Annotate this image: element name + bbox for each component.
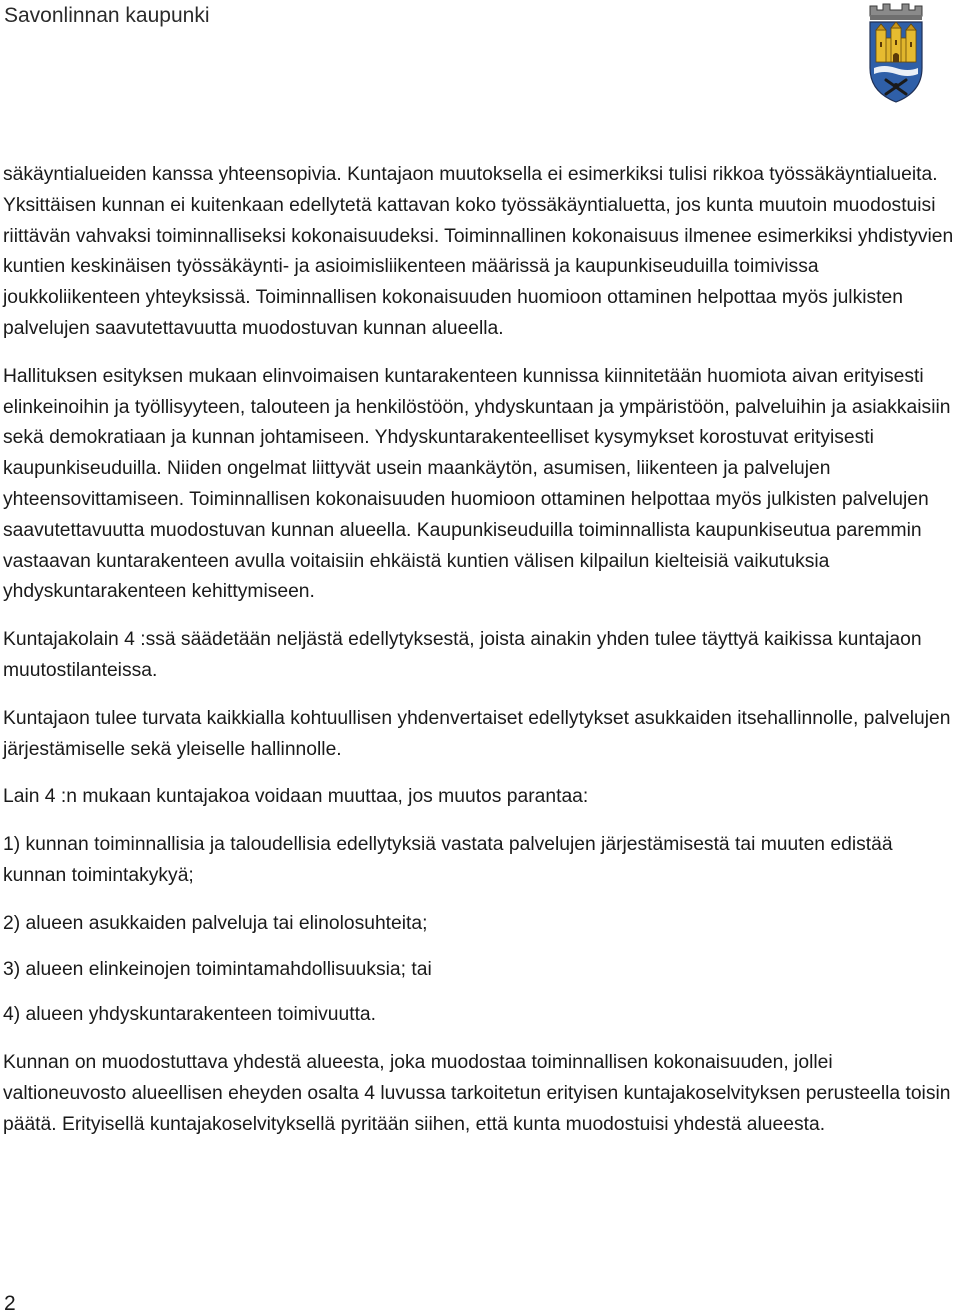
list-item: 4) alueen yhdyskuntarakenteen toimivuutta. — [3, 1004, 376, 1026]
list-item: 3) alueen elinkeinojen toimintamahdollisuuksia; tai — [3, 958, 432, 980]
body-paragraph: Kuntajaon tulee turvata kaikkialla kohtuullisen yhdenvertaiset edellytykset asukkaiden itsehallinnolle, palvelujen järjestämiselle sekä yleiselle hallinnolle. — [3, 707, 951, 760]
list-item: 1) kunnan toiminnallisia ja taloudellisia edellytyksiä vastata palvelujen järjestämisestä tai muuten edistää kunnan toimintakykyä; — [3, 834, 893, 886]
body-paragraph: Kunnan on muodostuttava yhdestä alueesta, joka muodostaa toiminnallisen kokonaisuuden, jollei valtioneuvosto alueellisen eheyden osalta 4 luvussa tarkoitetun erityisen kuntajakoselvityksen perusteella toisin päätä. Erityisellä kuntajakoselvityksellä pyritään siihen, että kunta muodostuisi yhdestä alueesta. — [3, 1052, 951, 1135]
list-item: 2) alueen asukkaiden palveluja tai elinolosuhteita; — [3, 912, 428, 934]
coat-of-arms-icon — [864, 2, 928, 104]
body-paragraph: Kuntajakolain 4 :ssä säädetään neljästä edellytyksestä, joista ainakin yhden tulee täyttyä kaikissa kuntajaon muutostilanteissa. — [3, 629, 922, 681]
body-paragraph: säkäyntialueiden kanssa yhteensopivia. Kuntajaon muutoksella ei esimerkiksi tulisi rikkoa työssäkäyntialueita. Yksittäisen kunnan ei kuitenkaan edellytetä kattavan koko työssäkäyntialuetta, jos kunta muutoin muodostuisi riittävän vahvaksi toiminnalliseksi kokonaisuudeksi. Toiminnallinen kokonaisuus ilmenee esimerkiksi yhdistyvien kuntien keskinäisen työssäkäynti- ja asioimisliikenteen määrissä ja kaupunkiseuduilla toimivissa joukkoliikenteen yhteyksissä. Toiminnallisen kokonaisuuden huomioon ottaminen helpottaa myös julkisten palvelujen saavutettavuutta muodostuvan kunnan alueella. — [3, 164, 954, 339]
page-number: 2 — [4, 1292, 16, 1315]
document-body — [3, 160, 957, 1158]
body-paragraph: Hallituksen esityksen mukaan elinvoimaisen kuntarakenteen kunnissa kiinnitetään huomiota aivan erityisesti elinkeinoihin ja työllisyyteen, talouteen ja henkilöstöön, yhdyskuntaan ja ympäristöön, palveluihin ja asiakkaisiin sekä demokratiaan ja kunnan johtamiseen. Yhdyskuntarakenteelliset kysymykset korostuvat erityisesti kaupunkiseuduilla. Niiden ongelmat liittyvät usein maankäytön, asumisen, liikenteen ja palvelujen yhteensovittamiseen. Toiminnallisen kokonaisuuden huomioon ottaminen helpottaa myös julkisten palvelujen saavutettavuutta muodostuvan kunnan alueella. Kaupunkiseuduilla toiminnallista kaupunkiseutua paremmin vastaavan kuntarakenteen avulla voitaisiin ehkäistä kuntien välisen kilpailun kielteisiä vaikutuksia yhdyskuntarakenteen kehittymiseen. — [3, 365, 951, 603]
document-header-title: Savonlinnan kaupunki — [4, 4, 210, 27]
body-paragraph: Lain 4 :n mukaan kuntajakoa voidaan muuttaa, jos muutos parantaa: — [3, 786, 589, 808]
